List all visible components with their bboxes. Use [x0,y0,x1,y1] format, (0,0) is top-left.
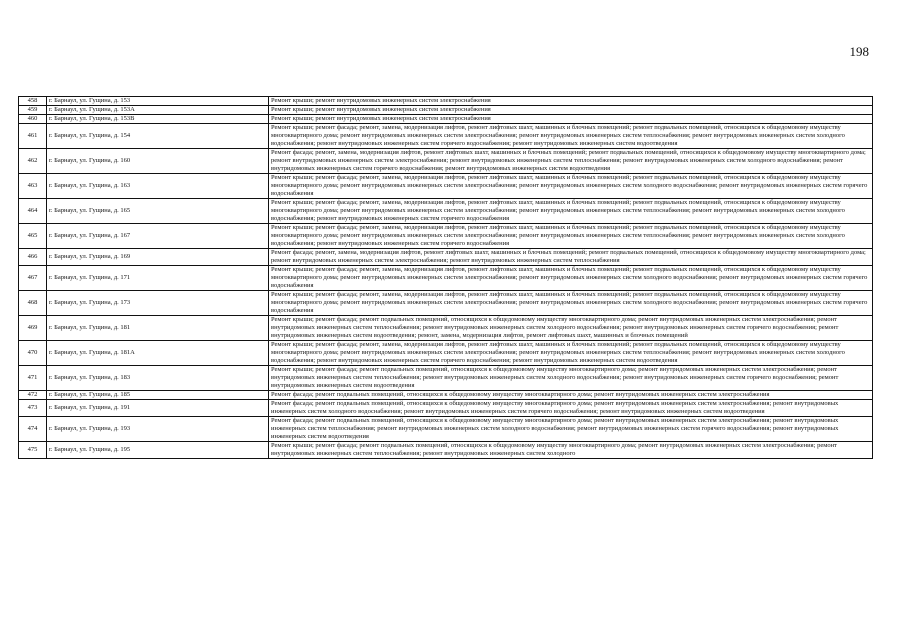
table-row [19,442,873,459]
address-cell: г. Барнаул, ул. Гущина, д. 195 [47,442,269,459]
table-row [19,400,873,417]
row-number-cell: 474 [19,417,47,442]
table-row [19,341,873,366]
address-cell: г. Барнаул, ул. Гущина, д. 154 [47,124,269,149]
table-row [19,291,873,316]
row-number-cell: 459 [19,106,47,115]
address-cell: г. Барнаул, ул. Гущина, д. 185 [47,391,269,400]
table-row [19,199,873,224]
works-cell: Ремонт крыши; ремонт фасада; ремонт, замена, модернизация лифтов, ремонт лифтовых шахт, машинных и блочных помещений; ремонт подвальных помещений, относящихся к общедомовому имуществу многоквартирного дома; ремонт внутридомовых инженерных систем электроснабжения; ремонт внутридомовых инженерных систем теплоснабжения; ремонт внутридомовых инженерных систем холодного водоснабжения; ремонт внутридомовых инженерных систем горячего водоснабжения [269,224,873,249]
works-cell: Ремонт фасада; ремонт подвальных помещений, относящихся к общедомовому имуществу многоквартирного дома; ремонт внутридомовых инженерных систем электроснабжения; ремонт внутридомовых инженерных систем теплоснабжения; ремонт внутридомовых инженерных систем холодного водоснабжения; ремонт внутридомовых инженерных систем горячего водоснабжения; ремонт внутридомовых инженерных систем водоотведения [269,417,873,442]
address-cell: г. Барнаул, ул. Гущина, д. 153В [47,115,269,124]
address-cell: г. Барнаул, ул. Гущина, д. 181 [47,316,269,341]
address-cell: г. Барнаул, ул. Гущина, д. 163 [47,174,269,199]
row-number-cell: 466 [19,249,47,266]
table-row [19,224,873,249]
works-cell: Ремонт крыши; ремонт внутридомовых инженерных систем электроснабжения [269,106,873,115]
address-cell: г. Барнаул, ул. Гущина, д. 160 [47,149,269,174]
works-cell: Ремонт крыши; ремонт фасада; ремонт подвальных помещений, относящихся к общедомовому имуществу многоквартирного дома; ремонт внутридомовых инженерных систем электроснабжения; ремонт внутридомовых инженерных систем теплоснабжения; ремонт внутридомовых инженерных систем холодного [269,442,873,459]
table-row [19,106,873,115]
works-cell: Ремонт крыши; ремонт фасада; ремонт, замена, модернизация лифтов, ремонт лифтовых шахт, машинных и блочных помещений; ремонт подвальных помещений, относящихся к общедомовому имуществу многоквартирного дома; ремонт внутридомовых инженерных систем электроснабжения; ремонт внутридомовых инженерных систем теплоснабжения; ремонт внутридомовых инженерных систем холодного водоснабжения; ремонт внутридомовых инженерных систем горячего водоснабжения [269,199,873,224]
registry-body [19,97,873,459]
address-cell: г. Барнаул, ул. Гущина, д. 183 [47,366,269,391]
row-number-cell: 468 [19,291,47,316]
row-number-cell: 470 [19,341,47,366]
table-row [19,316,873,341]
row-number-cell: 462 [19,149,47,174]
row-number-cell: 458 [19,97,47,106]
works-cell: Ремонт крыши; ремонт фасада; ремонт, замена, модернизация лифтов, ремонт лифтовых шахт, машинных и блочных помещений; ремонт подвальных помещений, относящихся к общедомовому имуществу многоквартирного дома; ремонт внутридомовых инженерных систем электроснабжения; ремонт внутридомовых инженерных систем холодного водоснабжения; ремонт внутридомовых инженерных систем горячего водоснабжения [269,174,873,199]
address-cell: г. Барнаул, ул. Гущина, д. 153 [47,97,269,106]
row-number-cell: 465 [19,224,47,249]
row-number-cell: 469 [19,316,47,341]
page-number: 198 [849,44,869,59]
works-cell: Ремонт крыши; ремонт внутридомовых инженерных систем электроснабжения [269,97,873,106]
row-number-cell: 461 [19,124,47,149]
table-row [19,97,873,106]
works-cell: Ремонт крыши; ремонт фасада; ремонт подвальных помещений, относящихся к общедомовому имуществу многоквартирного дома; ремонт внутридомовых инженерных систем электроснабжения; ремонт внутридомовых инженерных систем теплоснабжения; ремонт внутридомовых инженерных систем холодного водоснабжения; ремонт внутридомовых инженерных систем горячего водоснабжения; ремонт внутридомовых инженерных систем водоотведения [269,366,873,391]
address-cell: г. Барнаул, ул. Гущина, д. 193 [47,417,269,442]
address-cell: г. Барнаул, ул. Гущина, д. 171 [47,266,269,291]
works-cell: Ремонт крыши; ремонт фасада; ремонт, замена, модернизация лифтов, ремонт лифтовых шахт, машинных и блочных помещений; ремонт подвальных помещений, относящихся к общедомовому имуществу многоквартирного дома; ремонт внутридомовых инженерных систем электроснабжения; ремонт внутридомовых инженерных систем теплоснабжения; ремонт внутридомовых инженерных систем холодного водоснабжения; ремонт внутридомовых инженерных систем горячего водоснабжения; ремонт внутридомовых инженерных систем водоотведения [269,341,873,366]
works-cell: Ремонт крыши; ремонт фасада; ремонт, замена, модернизация лифтов, ремонт лифтовых шахт, машинных и блочных помещений; ремонт подвальных помещений, относящихся к общедомовому имуществу многоквартирного дома; ремонт внутридомовых инженерных систем электроснабжения; ремонт внутридомовых инженерных систем холодного водоснабжения; ремонт внутридомовых инженерных систем горячего водоснабжения [269,291,873,316]
address-cell: г. Барнаул, ул. Гущина, д. 173 [47,291,269,316]
address-cell: г. Барнаул, ул. Гущина, д. 181А [47,341,269,366]
works-cell: Ремонт крыши; ремонт фасада; ремонт подвальных помещений, относящихся к общедомовому имуществу многоквартирного дома; ремонт внутридомовых инженерных систем электроснабжения; ремонт внутридомовых инженерных систем теплоснабжения; ремонт внутридомовых инженерных систем холодного водоснабжения; ремонт внутридомовых инженерных систем горячего водоснабжения; ремонт внутридомовых инженерных систем водоотведения; ремонт, замена, модернизация лифтов, ремонт лифтовых шахт, машинных и блочных помещений [269,316,873,341]
address-cell: г. Барнаул, ул. Гущина, д. 153А [47,106,269,115]
works-cell: Ремонт крыши; ремонт фасада; ремонт, замена, модернизация лифтов, ремонт лифтовых шахт, машинных и блочных помещений; ремонт подвальных помещений, относящихся к общедомовому имуществу многоквартирного дома; ремонт внутридомовых инженерных систем электроснабжения; ремонт внутридомовых инженерных систем холодного водоснабжения; ремонт внутридомовых инженерных систем горячего водоснабжения [269,266,873,291]
row-number-cell: 467 [19,266,47,291]
address-cell: г. Барнаул, ул. Гущина, д. 167 [47,224,269,249]
works-cell: Ремонт крыши; ремонт внутридомовых инженерных систем электроснабжения [269,115,873,124]
table-row [19,174,873,199]
works-cell: Ремонт фасада; ремонт, замена, модернизация лифтов, ремонт лифтовых шахт, машинных и блочных помещений; ремонт подвальных помещений, относящихся к общедомовому имуществу многоквартирного дома; ремонт внутридомовых инженерных систем электроснабжения; ремонт внутридомовых инженерных систем теплоснабжения [269,249,873,266]
row-number-cell: 475 [19,442,47,459]
table-row [19,149,873,174]
row-number-cell: 471 [19,366,47,391]
table-row [19,124,873,149]
address-cell: г. Барнаул, ул. Гущина, д. 165 [47,199,269,224]
table-row [19,391,873,400]
table-row [19,249,873,266]
row-number-cell: 472 [19,391,47,400]
table-row [19,115,873,124]
table-row [19,417,873,442]
row-number-cell: 464 [19,199,47,224]
works-cell: Ремонт фасада; ремонт, замена, модернизация лифтов, ремонт лифтовых шахт, машинных и блочных помещений; ремонт подвальных помещений, относящихся к общедомовому имуществу многоквартирного дома; ремонт внутридомовых инженерных систем электроснабжения; ремонт внутридомовых инженерных систем теплоснабжения; ремонт внутридомовых инженерных систем холодного водоснабжения; ремонт внутридомовых инженерных систем горячего водоснабжения; ремонт внутридомовых инженерных систем водоотведения [269,149,873,174]
registry-table [18,96,873,459]
row-number-cell: 463 [19,174,47,199]
address-cell: г. Барнаул, ул. Гущина, д. 191 [47,400,269,417]
works-cell: Ремонт крыши; ремонт фасада; ремонт, замена, модернизация лифтов, ремонт лифтовых шахт, машинных и блочных помещений; ремонт подвальных помещений, относящихся к общедомовому имуществу многоквартирного дома; ремонт внутридомовых инженерных систем электроснабжения; ремонт внутридомовых инженерных систем теплоснабжения; ремонт внутридомовых инженерных систем холодного водоснабжения; ремонт внутридомовых инженерных систем горячего водоснабжения; ремонт внутридомовых инженерных систем водоотведения [269,124,873,149]
row-number-cell: 473 [19,400,47,417]
address-cell: г. Барнаул, ул. Гущина, д. 169 [47,249,269,266]
row-number-cell: 460 [19,115,47,124]
works-cell: Ремонт фасада; ремонт подвальных помещений, относящихся к общедомовому имуществу многоквартирного дома; ремонт внутридомовых инженерных систем электроснабжения [269,391,873,400]
works-cell: Ремонт фасада; ремонт подвальных помещений, относящихся к общедомовому имуществу многоквартирного дома; ремонт внутридомовых инженерных систем электроснабжения; ремонт внутридомовых инженерных систем холодного водоснабжения; ремонт внутридомовых инженерных систем горячего водоснабжения; ремонт внутридомовых инженерных систем водоотведения [269,400,873,417]
table-row [19,266,873,291]
table-row [19,366,873,391]
